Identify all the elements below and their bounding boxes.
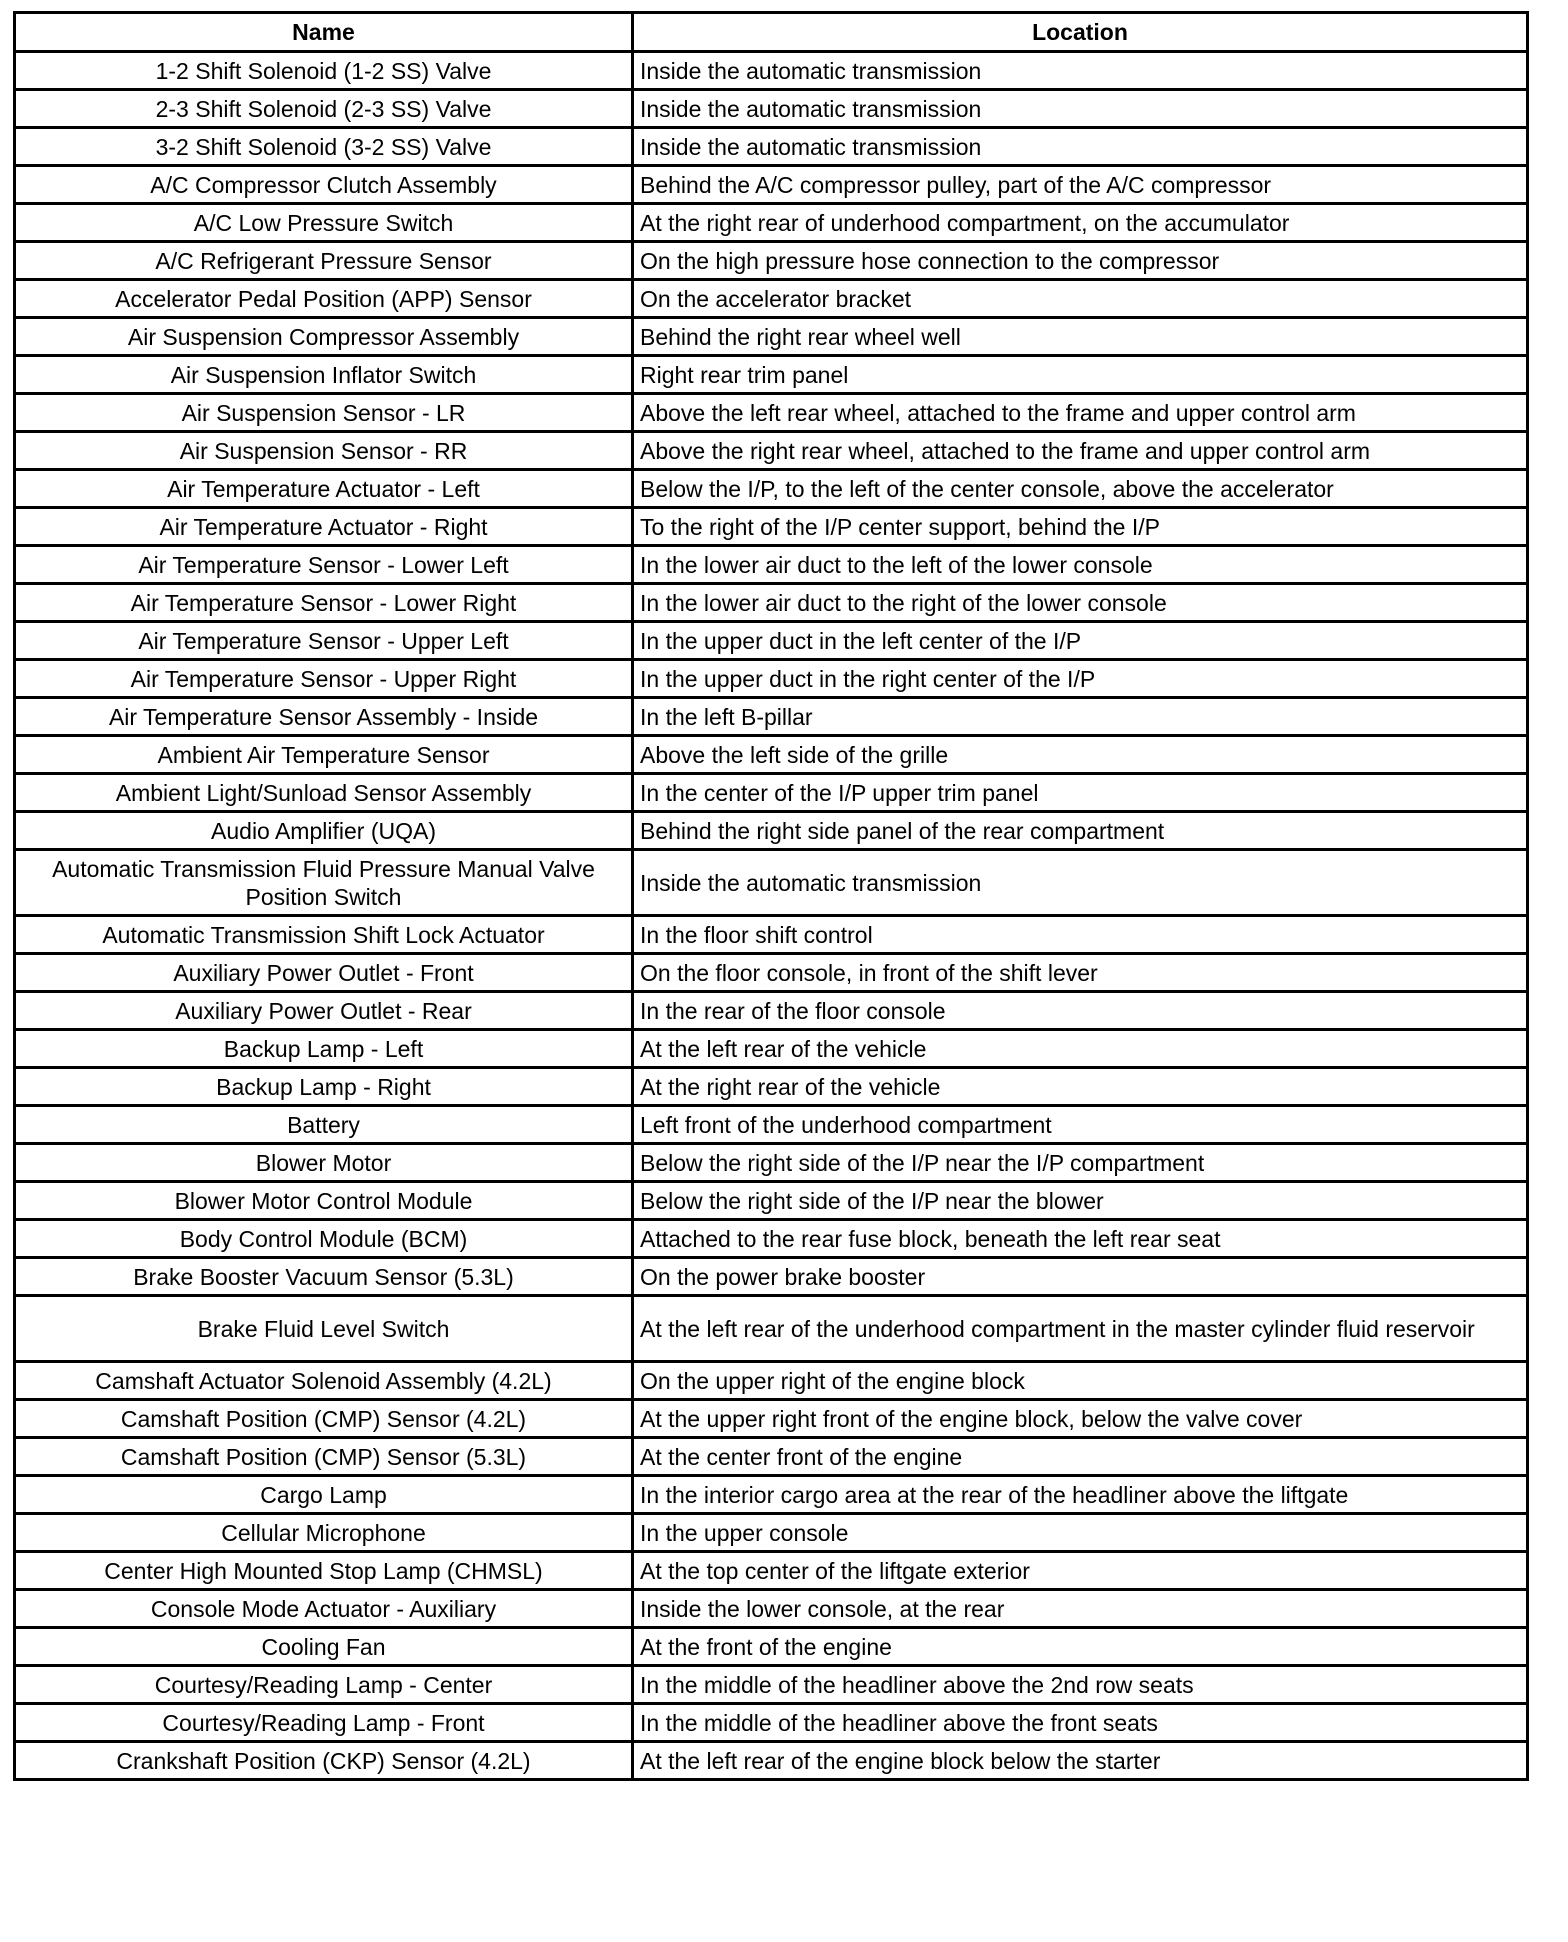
table-row bbox=[15, 1258, 1528, 1296]
component-name-cell: Air Temperature Sensor Assembly - Inside bbox=[15, 698, 633, 736]
component-location-cell: In the floor shift control bbox=[633, 916, 1528, 954]
component-location-cell: At the left rear of the underhood compartment in the master cylinder fluid reservoir bbox=[633, 1296, 1528, 1362]
component-location-table-container bbox=[13, 11, 1526, 1781]
component-location-cell: Inside the lower console, at the rear bbox=[633, 1590, 1528, 1628]
component-location-cell: Below the right side of the I/P near the I/P compartment bbox=[633, 1144, 1528, 1182]
table-row bbox=[15, 508, 1528, 546]
table-row bbox=[15, 1400, 1528, 1438]
component-location-cell: At the left rear of the engine block below the starter bbox=[633, 1742, 1528, 1780]
component-name-cell: Air Temperature Sensor - Upper Left bbox=[15, 622, 633, 660]
table-row bbox=[15, 204, 1528, 242]
table-row bbox=[15, 1666, 1528, 1704]
component-location-cell: On the upper right of the engine block bbox=[633, 1362, 1528, 1400]
component-location-cell: On the high pressure hose connection to the compressor bbox=[633, 242, 1528, 280]
table-row bbox=[15, 1476, 1528, 1514]
table-row bbox=[15, 698, 1528, 736]
component-location-cell: In the interior cargo area at the rear of the headliner above the liftgate bbox=[633, 1476, 1528, 1514]
table-row bbox=[15, 1296, 1528, 1362]
table-row bbox=[15, 1068, 1528, 1106]
component-name-cell: Auxiliary Power Outlet - Rear bbox=[15, 992, 633, 1030]
table-body bbox=[15, 52, 1528, 1780]
table-row bbox=[15, 774, 1528, 812]
component-location-cell: To the right of the I/P center support, behind the I/P bbox=[633, 508, 1528, 546]
component-name-cell: Ambient Air Temperature Sensor bbox=[15, 736, 633, 774]
component-name-cell: Courtesy/Reading Lamp - Center bbox=[15, 1666, 633, 1704]
component-name-cell: Backup Lamp - Left bbox=[15, 1030, 633, 1068]
component-name-cell: Console Mode Actuator - Auxiliary bbox=[15, 1590, 633, 1628]
table-row bbox=[15, 1220, 1528, 1258]
component-location-cell: Inside the automatic transmission bbox=[633, 850, 1528, 916]
header-row bbox=[15, 13, 1528, 52]
component-location-cell: Above the left rear wheel, attached to the frame and upper control arm bbox=[633, 394, 1528, 432]
name-column-header: Name bbox=[15, 13, 633, 52]
component-location-cell: On the floor console, in front of the shift lever bbox=[633, 954, 1528, 992]
component-name-cell: Air Suspension Sensor - RR bbox=[15, 432, 633, 470]
table-row bbox=[15, 356, 1528, 394]
component-location-cell: On the accelerator bracket bbox=[633, 280, 1528, 318]
component-name-cell: 1-2 Shift Solenoid (1-2 SS) Valve bbox=[15, 52, 633, 90]
table-row bbox=[15, 1590, 1528, 1628]
table-row bbox=[15, 736, 1528, 774]
table-row bbox=[15, 90, 1528, 128]
component-location-cell: Behind the A/C compressor pulley, part of the A/C compressor bbox=[633, 166, 1528, 204]
component-name-cell: Accelerator Pedal Position (APP) Sensor bbox=[15, 280, 633, 318]
component-name-cell: Cargo Lamp bbox=[15, 1476, 633, 1514]
component-name-cell: Camshaft Position (CMP) Sensor (4.2L) bbox=[15, 1400, 633, 1438]
component-name-cell: Audio Amplifier (UQA) bbox=[15, 812, 633, 850]
component-name-cell: Air Suspension Inflator Switch bbox=[15, 356, 633, 394]
component-name-cell: Brake Booster Vacuum Sensor (5.3L) bbox=[15, 1258, 633, 1296]
component-name-cell: Camshaft Position (CMP) Sensor (5.3L) bbox=[15, 1438, 633, 1476]
component-location-cell: Left front of the underhood compartment bbox=[633, 1106, 1528, 1144]
table-row bbox=[15, 1144, 1528, 1182]
table-row bbox=[15, 1438, 1528, 1476]
component-name-cell: Blower Motor Control Module bbox=[15, 1182, 633, 1220]
component-name-cell: Blower Motor bbox=[15, 1144, 633, 1182]
component-name-cell: Air Suspension Sensor - LR bbox=[15, 394, 633, 432]
component-location-cell: Right rear trim panel bbox=[633, 356, 1528, 394]
component-location-cell: In the center of the I/P upper trim panel bbox=[633, 774, 1528, 812]
component-name-cell: A/C Refrigerant Pressure Sensor bbox=[15, 242, 633, 280]
component-name-cell: Courtesy/Reading Lamp - Front bbox=[15, 1704, 633, 1742]
component-name-cell: 2-3 Shift Solenoid (2-3 SS) Valve bbox=[15, 90, 633, 128]
table-row bbox=[15, 1106, 1528, 1144]
component-location-cell: On the power brake booster bbox=[633, 1258, 1528, 1296]
table-row bbox=[15, 622, 1528, 660]
component-name-cell: Cooling Fan bbox=[15, 1628, 633, 1666]
table-row bbox=[15, 128, 1528, 166]
component-name-cell: Air Temperature Sensor - Lower Left bbox=[15, 546, 633, 584]
component-name-cell: A/C Low Pressure Switch bbox=[15, 204, 633, 242]
table-header bbox=[15, 13, 1528, 52]
component-location-cell: At the upper right front of the engine block, below the valve cover bbox=[633, 1400, 1528, 1438]
component-name-cell: Brake Fluid Level Switch bbox=[15, 1296, 633, 1362]
component-name-cell: Crankshaft Position (CKP) Sensor (4.2L) bbox=[15, 1742, 633, 1780]
table-row bbox=[15, 1362, 1528, 1400]
component-location-cell: Behind the right rear wheel well bbox=[633, 318, 1528, 356]
table-row bbox=[15, 1742, 1528, 1780]
table-row bbox=[15, 318, 1528, 356]
component-name-cell: Air Temperature Actuator - Right bbox=[15, 508, 633, 546]
component-location-cell: In the upper duct in the right center of the I/P bbox=[633, 660, 1528, 698]
component-location-cell: Behind the right side panel of the rear compartment bbox=[633, 812, 1528, 850]
component-name-cell: Air Temperature Sensor - Upper Right bbox=[15, 660, 633, 698]
component-location-cell: In the upper duct in the left center of the I/P bbox=[633, 622, 1528, 660]
table-row bbox=[15, 52, 1528, 90]
table-row bbox=[15, 242, 1528, 280]
table-row bbox=[15, 394, 1528, 432]
table-row bbox=[15, 1030, 1528, 1068]
component-name-cell: Air Temperature Actuator - Left bbox=[15, 470, 633, 508]
component-location-cell: In the left B-pillar bbox=[633, 698, 1528, 736]
component-name-cell: Battery bbox=[15, 1106, 633, 1144]
component-location-cell: Attached to the rear fuse block, beneath the left rear seat bbox=[633, 1220, 1528, 1258]
table-row bbox=[15, 916, 1528, 954]
component-name-cell: Air Temperature Sensor - Lower Right bbox=[15, 584, 633, 622]
component-location-cell: In the upper console bbox=[633, 1514, 1528, 1552]
table-row bbox=[15, 470, 1528, 508]
component-name-cell: 3-2 Shift Solenoid (3-2 SS) Valve bbox=[15, 128, 633, 166]
component-location-table bbox=[13, 11, 1529, 1781]
component-location-cell: Above the right rear wheel, attached to the frame and upper control arm bbox=[633, 432, 1528, 470]
component-location-cell: In the rear of the floor console bbox=[633, 992, 1528, 1030]
component-location-cell: Inside the automatic transmission bbox=[633, 90, 1528, 128]
table-row bbox=[15, 280, 1528, 318]
table-row bbox=[15, 812, 1528, 850]
table-row bbox=[15, 954, 1528, 992]
component-name-cell: Camshaft Actuator Solenoid Assembly (4.2L) bbox=[15, 1362, 633, 1400]
component-location-cell: At the top center of the liftgate exterior bbox=[633, 1552, 1528, 1590]
component-name-cell: Automatic Transmission Shift Lock Actuator bbox=[15, 916, 633, 954]
component-location-cell: In the middle of the headliner above the 2nd row seats bbox=[633, 1666, 1528, 1704]
component-location-cell: In the lower air duct to the right of the lower console bbox=[633, 584, 1528, 622]
table-row bbox=[15, 1628, 1528, 1666]
component-name-cell: Auxiliary Power Outlet - Front bbox=[15, 954, 633, 992]
component-location-cell: Above the left side of the grille bbox=[633, 736, 1528, 774]
component-name-cell: Ambient Light/Sunload Sensor Assembly bbox=[15, 774, 633, 812]
location-column-header: Location bbox=[633, 13, 1528, 52]
table-row bbox=[15, 584, 1528, 622]
component-location-cell: Below the right side of the I/P near the blower bbox=[633, 1182, 1528, 1220]
component-location-cell: Inside the automatic transmission bbox=[633, 128, 1528, 166]
component-name-cell: Body Control Module (BCM) bbox=[15, 1220, 633, 1258]
table-row bbox=[15, 1552, 1528, 1590]
component-location-cell: In the middle of the headliner above the front seats bbox=[633, 1704, 1528, 1742]
component-name-cell: Backup Lamp - Right bbox=[15, 1068, 633, 1106]
component-location-cell: Below the I/P, to the left of the center console, above the accelerator bbox=[633, 470, 1528, 508]
component-location-cell: In the lower air duct to the left of the lower console bbox=[633, 546, 1528, 584]
table-row bbox=[15, 166, 1528, 204]
table-row bbox=[15, 1182, 1528, 1220]
table-row bbox=[15, 1514, 1528, 1552]
component-name-cell: Center High Mounted Stop Lamp (CHMSL) bbox=[15, 1552, 633, 1590]
table-row bbox=[15, 850, 1528, 916]
component-location-cell: At the front of the engine bbox=[633, 1628, 1528, 1666]
table-row bbox=[15, 546, 1528, 584]
component-location-cell: At the right rear of underhood compartment, on the accumulator bbox=[633, 204, 1528, 242]
component-name-cell: Air Suspension Compressor Assembly bbox=[15, 318, 633, 356]
table-row bbox=[15, 992, 1528, 1030]
component-name-cell: Automatic Transmission Fluid Pressure Manual Valve Position Switch bbox=[15, 850, 633, 916]
table-row bbox=[15, 660, 1528, 698]
component-location-cell: At the center front of the engine bbox=[633, 1438, 1528, 1476]
component-name-cell: Cellular Microphone bbox=[15, 1514, 633, 1552]
table-row bbox=[15, 432, 1528, 470]
component-location-cell: Inside the automatic transmission bbox=[633, 52, 1528, 90]
table-row bbox=[15, 1704, 1528, 1742]
component-location-cell: At the left rear of the vehicle bbox=[633, 1030, 1528, 1068]
component-name-cell: A/C Compressor Clutch Assembly bbox=[15, 166, 633, 204]
component-location-cell: At the right rear of the vehicle bbox=[633, 1068, 1528, 1106]
